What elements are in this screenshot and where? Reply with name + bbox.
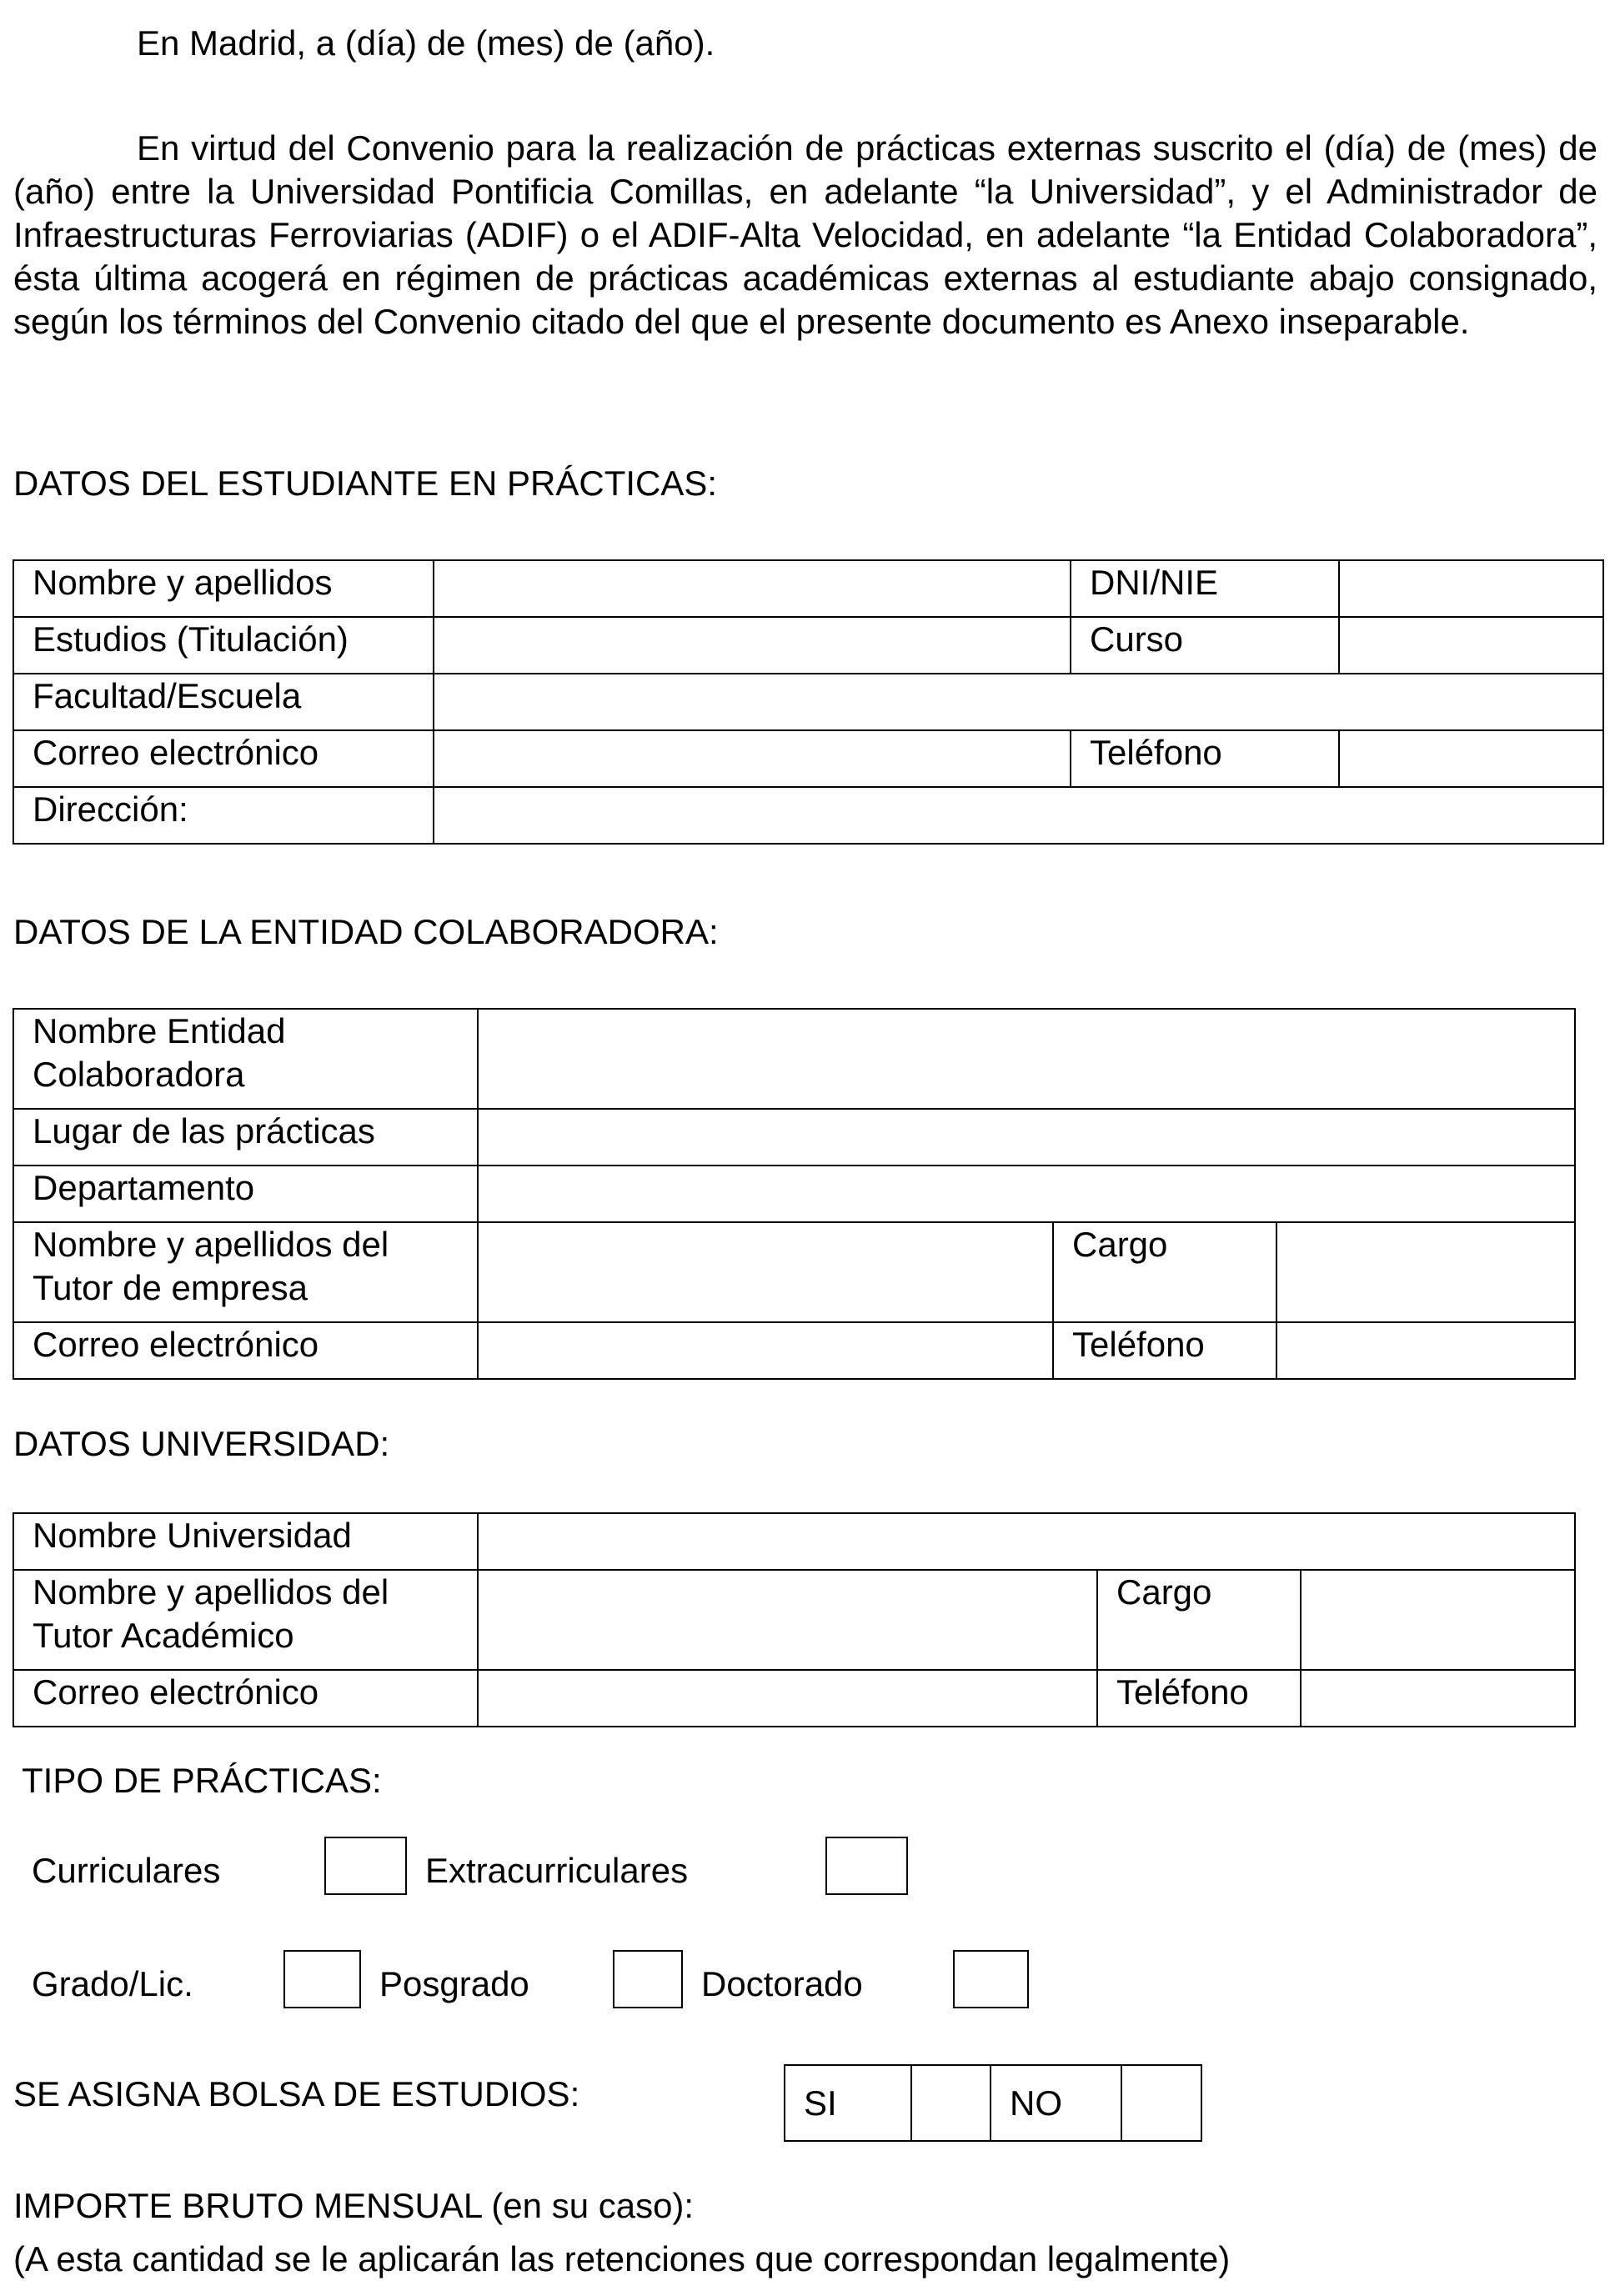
grant-yes-label: SI [785, 2065, 911, 2141]
field-entity-name[interactable] [478, 1009, 1575, 1109]
label-place: Lugar de las prácticas [13, 1109, 478, 1166]
label-course: Curso [1071, 617, 1339, 674]
student-table [13, 559, 1604, 845]
label-student-phone: Teléfono [1071, 730, 1339, 787]
label-academic-position: Cargo [1097, 1570, 1301, 1670]
student-section-title: DATOS DEL ESTUDIANTE EN PRÁCTICAS: [13, 464, 718, 503]
label-address: Dirección: [13, 787, 434, 844]
checkbox-curricular[interactable] [324, 1837, 407, 1895]
field-student-email[interactable] [434, 730, 1071, 787]
label-doctorate: Doctorado [701, 1964, 863, 2003]
amount-title: IMPORTE BRUTO MENSUAL (en su caso): [13, 2186, 695, 2225]
field-entity-email[interactable] [478, 1322, 1053, 1379]
label-faculty: Facultad/Escuela [13, 674, 434, 730]
field-place[interactable] [478, 1109, 1575, 1166]
label-academic-tutor: Nombre y apellidos del Tutor Académico [13, 1570, 478, 1670]
checkbox-extracurricular[interactable] [825, 1837, 908, 1895]
field-student-name[interactable] [434, 560, 1071, 617]
label-postgrad: Posgrado [379, 1964, 529, 2003]
label-degree: Grado/Lic. [32, 1964, 193, 2003]
label-dni: DNI/NIE [1071, 560, 1339, 617]
field-faculty[interactable] [434, 674, 1603, 730]
label-curricular: Curriculares [32, 1851, 221, 1890]
field-course[interactable] [1339, 617, 1603, 674]
label-studies: Estudios (Titulación) [13, 617, 434, 674]
label-entity-name: Nombre Entidad Colaboradora [13, 1009, 478, 1109]
field-department[interactable] [478, 1166, 1575, 1222]
checkbox-postgrad[interactable] [613, 1950, 683, 2008]
field-entity-phone[interactable] [1276, 1322, 1575, 1379]
grant-title: SE ASIGNA BOLSA DE ESTUDIOS: [13, 2074, 580, 2113]
label-entity-email: Correo electrónico [13, 1322, 478, 1379]
field-university-phone[interactable] [1301, 1670, 1575, 1727]
grant-options [784, 2064, 1202, 2142]
field-academic-tutor[interactable] [478, 1570, 1097, 1670]
amount-note: (A esta cantidad se le aplicarán las retenciones que correspondan legalmente) [13, 2239, 1231, 2278]
field-address[interactable] [434, 787, 1603, 844]
field-university-name[interactable] [478, 1513, 1575, 1570]
field-academic-position[interactable] [1301, 1570, 1575, 1670]
label-entity-phone: Teléfono [1053, 1322, 1276, 1379]
field-student-phone[interactable] [1339, 730, 1603, 787]
field-university-email[interactable] [478, 1670, 1097, 1727]
label-name: Nombre y apellidos [13, 560, 434, 617]
label-department: Departamento [13, 1166, 478, 1222]
intro-paragraph [13, 127, 1597, 343]
intro-text: En virtud del Convenio para la realización de prácticas externas suscrito el (día) de (mes) de (año) entre la Universidad Pontificia Comillas, en adelante “la Universidad”, y el Administrador de Infraestructuras Ferroviarias (ADIF) o el ADIF-Alta Velocidad, en adelante “la Entidad Colaboradora”, ésta última acogerá en régimen de prácticas académicas externas al estudiante abajo consignado, según los términos del Convenio citado del que el presente documento es Anexo inseparable. [13, 128, 1597, 341]
field-company-tutor[interactable] [478, 1222, 1053, 1322]
grant-no-label: NO [991, 2065, 1121, 2141]
field-dni[interactable] [1339, 560, 1603, 617]
label-company-tutor: Nombre y apellidos del Tutor de empresa [13, 1222, 478, 1322]
field-company-position[interactable] [1276, 1222, 1575, 1322]
grant-yes-checkbox[interactable] [911, 2065, 991, 2141]
university-section-title: DATOS UNIVERSIDAD: [13, 1424, 390, 1463]
field-studies[interactable] [434, 617, 1071, 674]
entity-table [13, 1008, 1576, 1380]
label-university-phone: Teléfono [1097, 1670, 1301, 1727]
label-university-name: Nombre Universidad [13, 1513, 478, 1570]
label-extracurricular: Extracurriculares [425, 1851, 689, 1890]
label-university-email: Correo electrónico [13, 1670, 478, 1727]
date-line: En Madrid, a (día) de (mes) de (año). [137, 23, 715, 63]
university-table [13, 1512, 1576, 1727]
practice-type-title: TIPO DE PRÁCTICAS: [22, 1761, 382, 1800]
label-company-position: Cargo [1053, 1222, 1276, 1322]
checkbox-degree[interactable] [283, 1950, 361, 2008]
label-student-email: Correo electrónico [13, 730, 434, 787]
grant-no-checkbox[interactable] [1121, 2065, 1201, 2141]
entity-section-title: DATOS DE LA ENTIDAD COLABORADORA: [13, 912, 719, 951]
checkbox-doctorate[interactable] [953, 1950, 1029, 2008]
